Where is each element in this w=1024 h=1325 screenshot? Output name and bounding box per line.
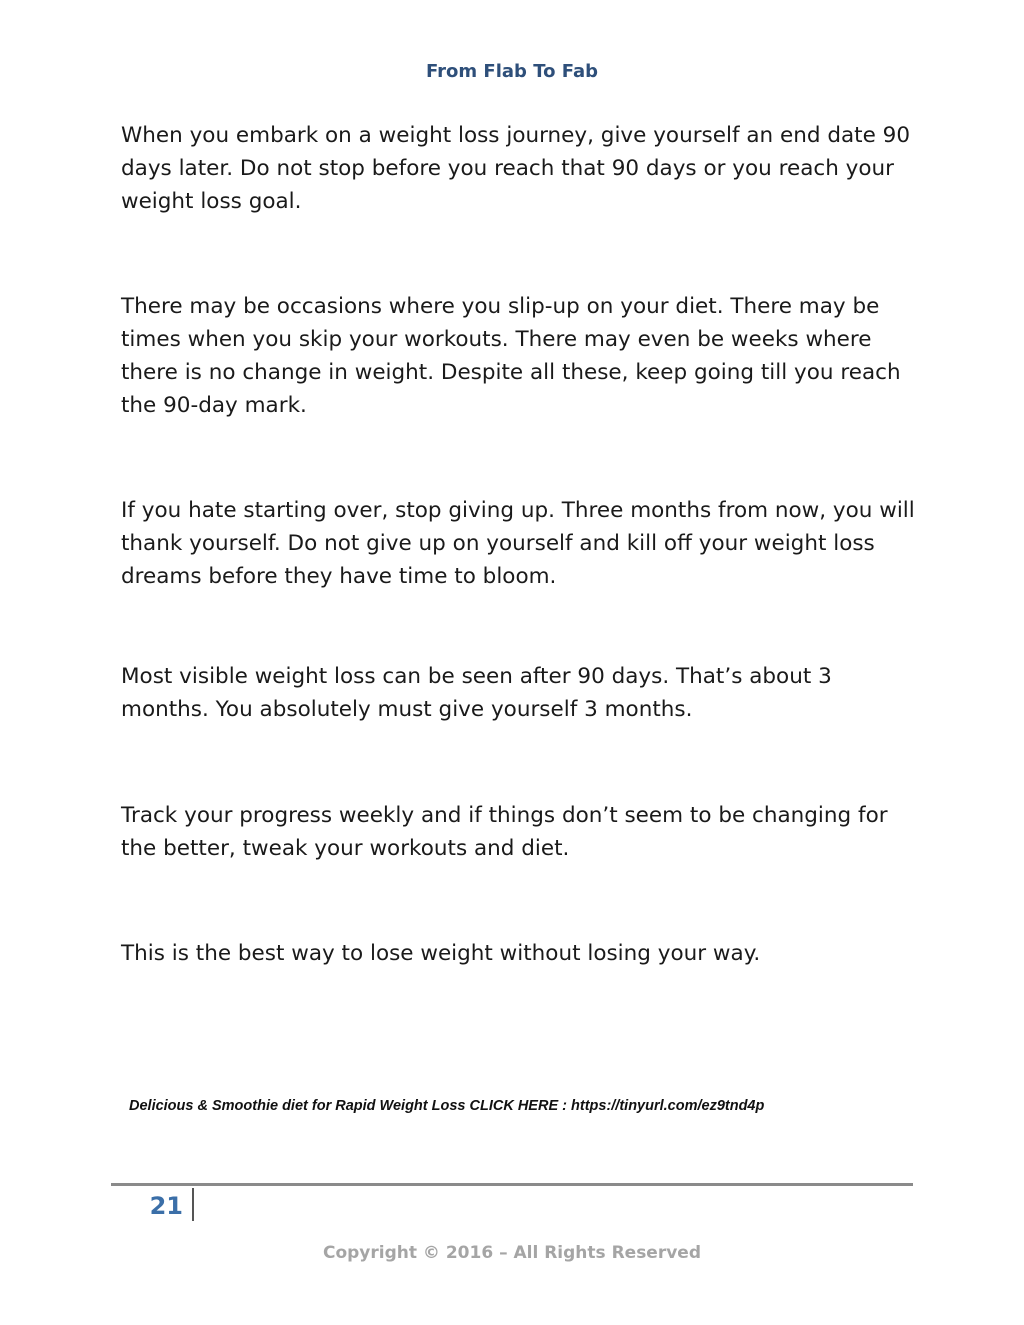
- page-number-divider: [192, 1188, 194, 1221]
- footer-divider: [111, 1183, 913, 1186]
- promo-link[interactable]: Delicious & Smoothie diet for Rapid Weight Loss CLICK HERE : https://tinyurl.com/ez9tnd4p: [129, 1098, 765, 1114]
- paragraph-end-date: When you embark on a weight loss journey, give yourself an end date 90 days later. Do not stop before you reach that 90 days or you reach your weight loss goal.: [121, 123, 911, 214]
- paragraph-starting-over: If you hate starting over, stop giving up. Three months from now, you will thank yourself. Do not give up on yourself and kill off your weight loss dreams before they have time to bloom.: [121, 498, 915, 589]
- page-header-title: From Flab To Fab: [426, 61, 598, 82]
- paragraph-best-way: This is the best way to lose weight without losing your way.: [121, 941, 761, 966]
- paragraph-visible-loss: Most visible weight loss can be seen after 90 days. That’s about 3 months. You absolutely must give yourself 3 months.: [121, 664, 832, 722]
- copyright-notice: Copyright © 2016 – All Rights Reserved: [322, 1243, 702, 1263]
- page-number: 21: [149, 1192, 183, 1220]
- paragraph-slip-ups: There may be occasions where you slip-up on your diet. There may be times when you skip your workouts. There may even be weeks where there is no change in weight. Despite all these, keep going till you reach the 90-day mark.: [121, 294, 901, 418]
- paragraph-track-progress: Track your progress weekly and if things don’t seem to be changing for the better, tweak your workouts and diet.: [121, 803, 888, 861]
